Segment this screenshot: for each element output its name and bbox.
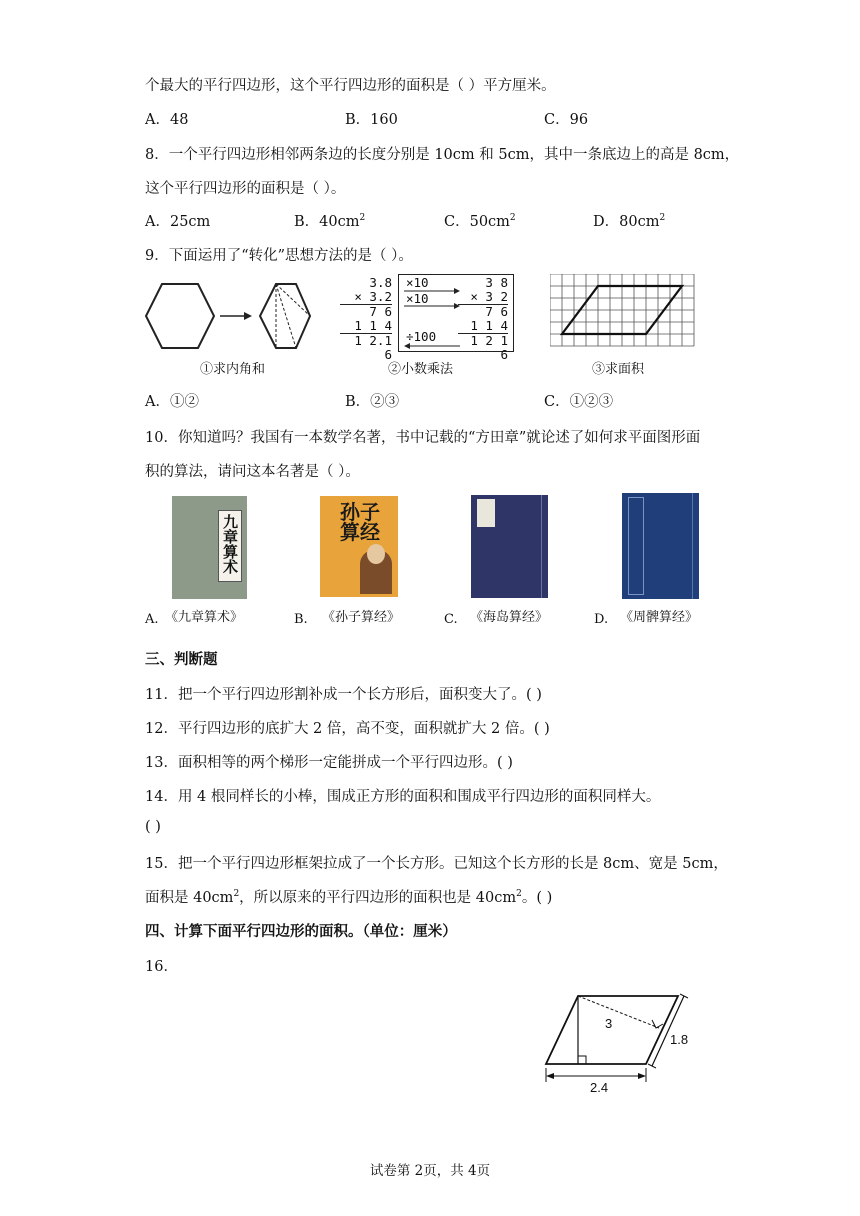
book-option-letter: C. [444,612,458,627]
q14-stem-line1: 14．用 4 根同样长的小棒，围成正方形的面积和围成平行四边形的面积同样大。 [145,789,661,805]
calc-right-row: 1 1 4 [458,319,508,334]
q9-option-b: B．②③ [345,394,400,410]
calc-left-row: × 3.2 [340,290,392,305]
q8-stem-line2: 这个平行四边形的面积是（ ）。 [145,181,346,197]
q8-option-c: C．$50cm^2$ [444,213,516,230]
q8-option-d: D．$80cm^2$ [593,213,666,230]
calc-left-row: 3.8 [369,275,392,290]
q12-stem: 12．平行四边形的底扩大 2 倍，高不变，面积就扩大 2 倍。( ) [145,721,550,737]
hexagon-figure [140,280,320,352]
fig1-caption: ①求内角和 [200,362,266,377]
calc-right-row: 3 8 [485,275,508,290]
q9-option-c: C．①②③ [544,394,614,410]
q9-option-a: A．①② [145,394,199,410]
book-option-letter: B. [294,612,308,627]
q15-stem-line1: 15．把一个平行四边形框架拉成了一个长方形。已知这个长方形的长是 8cm、宽是 5cm， [145,856,728,872]
book-cover-d [622,493,699,599]
figure-label-height: 3 [605,1016,613,1031]
calc-op: ×10 [406,275,429,290]
grid-parallelogram-figure [550,274,698,354]
q13-stem: 13．面积相等的两个梯形一定能拼成一个平行四边形。( ) [145,755,513,771]
q11-stem: 11．把一个平行四边形割补成一个长方形后，面积变大了。( ) [145,687,542,703]
calc-right-row: 1 2 1 6 [470,333,508,362]
book-label-c: 《海岛算经》 [470,610,549,625]
fig3-caption: ③求面积 [592,362,645,377]
book-label-d: 《周髀算经》 [620,610,699,625]
q7-stem: 个最大的平行四边形，这个平行四边形的面积是（ ）平方厘米。 [145,78,556,94]
q15-stem-line2: 面积是 $40cm^2$，所以原来的平行四边形的面积也是 $40cm^2$。( ) [145,889,553,906]
calc-left-row: 1 2.1 6 [354,333,392,362]
q8-option-b: B．$40cm^2$ [294,213,366,230]
q7-option-b: B．160 [345,112,398,128]
calc-left-row: 1 1 4 [340,319,392,334]
q16-number: 16． [145,959,178,975]
calc-right-row: 7 6 [485,304,508,319]
calc-figure [340,275,516,362]
book-option-letter: A. [145,612,159,627]
arrows-icon [402,276,462,354]
calc-left-row: 7 6 [369,304,392,319]
q8-option-a: A．25cm [145,214,211,230]
section-title: 四、计算下面平行四边形的面积。（单位：厘米） [145,924,457,940]
q14-stem-line2: ( ) [145,819,161,835]
figure-label-side: 1.8 [670,1032,689,1047]
q7-option-c: C．96 [544,112,589,128]
figure-label-base: 2.4 [590,1080,609,1095]
book-cover-a [172,496,247,599]
q7-option-a: A．48 [145,112,189,128]
book-label-b: 《孙子算经》 [322,610,401,625]
calc-right-row: × 3 2 [458,290,508,305]
q8-stem-line1: 8．一个平行四边形相邻两条边的长度分别是 10cm 和 5cm，其中一条底边上的高是 8cm， [145,147,740,163]
calc-op: ×10 [406,291,429,306]
calc-op: ÷100 [406,329,437,344]
book-cover-b [320,496,398,597]
book-option-letter: D. [594,612,609,627]
book-label-a: 《九章算术》 [165,610,244,625]
book-cover-title: 九章算术 [221,514,239,574]
page-footer: 试卷第 2页，共 4页 [369,1163,491,1179]
book-cover-title: 孙子算经 [340,500,380,544]
q10-stem-line2: 积的算法，请问这本名著是（ ）。 [145,464,360,480]
book-cover-c [471,495,548,598]
section-title: 三、判断题 [145,652,218,668]
fig2-caption: ②小数乘法 [388,362,454,377]
q9-stem: 9．下面运用了“转化”思想方法的是（ ）。 [145,248,413,264]
q10-stem-line1: 10．你知道吗？我国有一本数学名著，书中记载的“方田章”就论述了如何求平面图形面 [145,430,701,446]
